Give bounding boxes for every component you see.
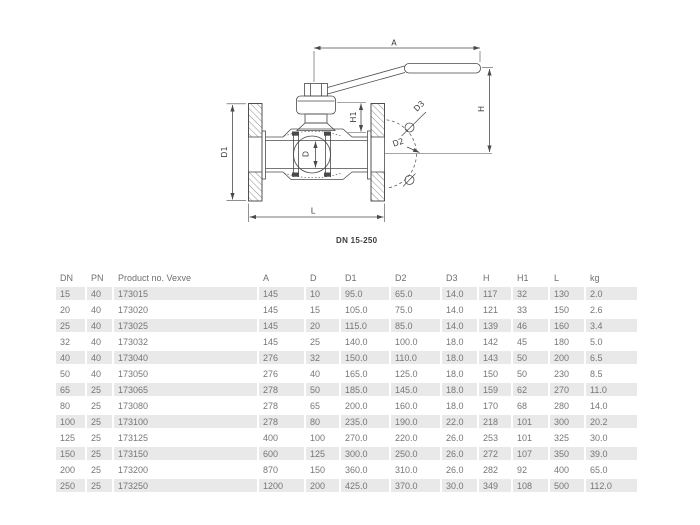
table-cell: 25 bbox=[87, 383, 112, 396]
table-cell: 20 bbox=[306, 319, 339, 332]
table-cell: 350 bbox=[550, 447, 584, 460]
table-cell: 180 bbox=[554, 336, 570, 347]
table-cell: 3.4 bbox=[586, 319, 637, 332]
table-cell: 300 bbox=[550, 415, 584, 428]
table-cell: 32 bbox=[306, 351, 339, 364]
table-cell: 173250 bbox=[114, 479, 257, 492]
bolt-hole-top bbox=[405, 123, 414, 132]
drawing-caption: DN 15-250 bbox=[336, 236, 378, 245]
table-row bbox=[56, 431, 637, 444]
table-cell: 145 bbox=[259, 287, 304, 300]
table-cell: 15 bbox=[310, 304, 321, 315]
table-cell: 2.0 bbox=[586, 287, 637, 300]
table-cell: 26.0 bbox=[446, 464, 464, 475]
table-cell: 400 bbox=[263, 432, 279, 443]
table-cell: 40 bbox=[87, 287, 112, 300]
table-cell: 2.6 bbox=[590, 304, 603, 315]
table-cell: 220.0 bbox=[395, 432, 418, 443]
table-cell: 39.0 bbox=[586, 447, 637, 460]
table-cell: 200 bbox=[306, 479, 339, 492]
table-cell: 40 bbox=[310, 368, 321, 379]
table-cell: 600 bbox=[259, 447, 304, 460]
left-flange bbox=[249, 104, 266, 202]
table-cell: 870 bbox=[263, 464, 279, 475]
table-cell: 173020 bbox=[118, 304, 149, 315]
table-cell: 173200 bbox=[118, 464, 149, 475]
table-cell: 173125 bbox=[118, 432, 149, 443]
table-cell: 425.0 bbox=[341, 479, 389, 492]
table-cell: 150 bbox=[310, 464, 326, 475]
table-cell: 117 bbox=[479, 287, 511, 300]
table-cell: 370.0 bbox=[391, 479, 440, 492]
table-cell: 173065 bbox=[114, 383, 257, 396]
table-cell: 22.0 bbox=[442, 415, 477, 428]
dimension-a bbox=[314, 48, 480, 82]
table-row bbox=[56, 287, 637, 300]
table-row bbox=[56, 447, 637, 460]
table-cell: 5.0 bbox=[590, 336, 603, 347]
table-cell: 360.0 bbox=[345, 464, 368, 475]
table-cell: 159 bbox=[479, 383, 511, 396]
valve-body-group bbox=[227, 48, 494, 222]
table-cell: 65 bbox=[56, 383, 85, 396]
table-cell: 108 bbox=[513, 479, 548, 492]
table-cell: 75.0 bbox=[395, 304, 413, 315]
table-cell: 10 bbox=[306, 287, 339, 300]
table-cell: 95.0 bbox=[341, 287, 389, 300]
table-cell: 310.0 bbox=[395, 464, 418, 475]
table-cell: 105.0 bbox=[345, 304, 368, 315]
handle-grip bbox=[405, 64, 481, 74]
column-header: D2 bbox=[395, 272, 407, 283]
table-cell: 50 bbox=[513, 351, 548, 364]
table-cell: 235.0 bbox=[341, 415, 389, 428]
table-cell: 20 bbox=[60, 304, 71, 315]
table-cell: 30.0 bbox=[442, 479, 477, 492]
table-cell: 11.0 bbox=[586, 383, 637, 396]
table-cell: 100.0 bbox=[395, 336, 418, 347]
table-cell: 145.0 bbox=[391, 383, 440, 396]
table-cell: 68 bbox=[517, 400, 528, 411]
table-cell: 26.0 bbox=[442, 447, 477, 460]
column-header: D3 bbox=[446, 272, 458, 283]
table-cell: 125 bbox=[306, 447, 339, 460]
table-cell: 280 bbox=[554, 400, 570, 411]
table-cell: 282 bbox=[483, 464, 499, 475]
table-cell: 325 bbox=[554, 432, 570, 443]
table-cell: 100 bbox=[310, 432, 326, 443]
dimension-l bbox=[249, 204, 385, 223]
ball bbox=[294, 136, 331, 173]
table-cell: 100 bbox=[56, 415, 85, 428]
table-cell: 150 bbox=[554, 304, 570, 315]
table-row bbox=[56, 319, 637, 332]
table-cell: 270 bbox=[550, 383, 584, 396]
stem-assembly bbox=[297, 84, 336, 131]
table-cell: 185.0 bbox=[341, 383, 389, 396]
table-cell: 40 bbox=[91, 304, 102, 315]
table-cell: 112.0 bbox=[586, 479, 637, 492]
table-cell: 250 bbox=[56, 479, 85, 492]
table-row bbox=[56, 463, 637, 476]
table-cell: 139 bbox=[479, 319, 511, 332]
table-cell: 190.0 bbox=[391, 415, 440, 428]
dimension-d2-d3-leaders bbox=[402, 112, 427, 153]
table-cell: 85.0 bbox=[391, 319, 440, 332]
table-cell: 400 bbox=[554, 464, 570, 475]
table-cell: 33 bbox=[517, 304, 528, 315]
table-cell: 50 bbox=[60, 368, 71, 379]
table-cell: 150 bbox=[56, 447, 85, 460]
column-header: L bbox=[554, 272, 560, 283]
table-cell: 20.2 bbox=[586, 415, 637, 428]
table-cell: 125.0 bbox=[395, 368, 418, 379]
table-cell: 272 bbox=[479, 447, 511, 460]
table-cell: 300.0 bbox=[341, 447, 389, 460]
table-cell: 18.0 bbox=[446, 400, 464, 411]
table-cell: 218 bbox=[479, 415, 511, 428]
valve-drawing bbox=[0, 0, 700, 262]
table-cell: 15 bbox=[56, 287, 85, 300]
column-header: H bbox=[483, 272, 490, 283]
table-cell: 25 bbox=[87, 447, 112, 460]
table-cell: 160 bbox=[550, 319, 584, 332]
table-row bbox=[56, 479, 637, 492]
table-cell: 145 bbox=[263, 336, 279, 347]
table-cell: 25 bbox=[91, 464, 102, 475]
table-cell: 173150 bbox=[114, 447, 257, 460]
table-header-row bbox=[56, 271, 637, 284]
table-cell: 173040 bbox=[114, 351, 257, 364]
table-cell: 173015 bbox=[114, 287, 257, 300]
table-cell: 6.5 bbox=[586, 351, 637, 364]
table-cell: 32 bbox=[60, 336, 71, 347]
table-cell: 230 bbox=[554, 368, 570, 379]
table-cell: 40 bbox=[91, 368, 102, 379]
table-cell: 40 bbox=[91, 336, 102, 347]
column-header: A bbox=[263, 272, 270, 283]
table-cell: 145 bbox=[263, 304, 279, 315]
table-cell: 125 bbox=[60, 432, 76, 443]
table-cell: 270.0 bbox=[345, 432, 368, 443]
dim-label-h: H bbox=[477, 105, 486, 113]
table-cell: 278 bbox=[259, 415, 304, 428]
column-header: kg bbox=[590, 272, 600, 283]
table-cell: 110.0 bbox=[391, 351, 440, 364]
table-cell: 140.0 bbox=[345, 336, 368, 347]
table-cell: 80 bbox=[60, 400, 71, 411]
table-cell: 26.0 bbox=[446, 432, 464, 443]
table-cell: 150.0 bbox=[341, 351, 389, 364]
table-cell: 25 bbox=[56, 319, 85, 332]
table-row bbox=[56, 415, 637, 428]
right-flange bbox=[368, 104, 385, 202]
table-cell: 173050 bbox=[118, 368, 149, 379]
table-row bbox=[56, 367, 637, 380]
table-cell: 25 bbox=[310, 336, 321, 347]
table-cell: 200 bbox=[60, 464, 76, 475]
table-cell: 32 bbox=[513, 287, 548, 300]
table-cell: 121 bbox=[483, 304, 499, 315]
table-cell: 65.0 bbox=[590, 464, 608, 475]
table-cell: 1200 bbox=[259, 479, 304, 492]
table-row bbox=[56, 399, 637, 412]
table-cell: 25 bbox=[91, 400, 102, 411]
table-cell: 92 bbox=[517, 464, 528, 475]
table-cell: 80 bbox=[306, 415, 339, 428]
table-cell: 253 bbox=[483, 432, 499, 443]
column-header: Product no. Vexve bbox=[118, 272, 192, 283]
table-cell: 173100 bbox=[114, 415, 257, 428]
column-header: D bbox=[310, 272, 317, 283]
table-cell: 14.0 bbox=[442, 319, 477, 332]
table-cell: 18.0 bbox=[446, 336, 464, 347]
table-cell: 14.0 bbox=[446, 304, 464, 315]
table-cell: 14.0 bbox=[590, 400, 608, 411]
table-cell: 107 bbox=[513, 447, 548, 460]
table-cell: 278 bbox=[259, 383, 304, 396]
table-cell: 145 bbox=[259, 319, 304, 332]
table-cell: 115.0 bbox=[341, 319, 389, 332]
table-cell: 18.0 bbox=[442, 351, 477, 364]
table-cell: 173025 bbox=[114, 319, 257, 332]
table-cell: 46 bbox=[513, 319, 548, 332]
table-cell: 45 bbox=[517, 336, 528, 347]
dim-label-h1: H1 bbox=[349, 111, 358, 123]
bolt-circle-view bbox=[387, 120, 417, 188]
table-cell: 200 bbox=[550, 351, 584, 364]
body-tube bbox=[266, 137, 368, 172]
handle bbox=[328, 64, 481, 95]
table-cell: 278 bbox=[263, 400, 279, 411]
table-row bbox=[56, 383, 637, 396]
dim-label-d3: D3 bbox=[412, 99, 427, 114]
table-cell: 25 bbox=[87, 479, 112, 492]
table-cell: 165.0 bbox=[345, 368, 368, 379]
table-cell: 276 bbox=[263, 368, 279, 379]
table-cell: 101 bbox=[517, 432, 533, 443]
table-cell: 30.0 bbox=[590, 432, 608, 443]
table-cell: 25 bbox=[91, 432, 102, 443]
table-cell: 50 bbox=[306, 383, 339, 396]
column-header: D1 bbox=[345, 272, 357, 283]
dimension-table-wrap bbox=[54, 268, 639, 495]
table-cell: 18.0 bbox=[446, 368, 464, 379]
table-cell: 130 bbox=[550, 287, 584, 300]
table-row bbox=[56, 335, 637, 348]
table-cell: 50 bbox=[517, 368, 528, 379]
column-header: H1 bbox=[517, 272, 529, 283]
table-cell: 40 bbox=[87, 319, 112, 332]
table-cell: 200.0 bbox=[345, 400, 368, 411]
dim-label-a: A bbox=[391, 38, 397, 48]
dimension-d1 bbox=[227, 104, 247, 201]
table-cell: 349 bbox=[479, 479, 511, 492]
table-cell: 150 bbox=[483, 368, 499, 379]
dimension-table bbox=[54, 268, 639, 495]
column-header: PN bbox=[91, 272, 104, 283]
table-cell: 160.0 bbox=[395, 400, 418, 411]
table-cell: 18.0 bbox=[442, 383, 477, 396]
table-cell: 25 bbox=[87, 415, 112, 428]
table-cell: 14.0 bbox=[442, 287, 477, 300]
table-cell: 276 bbox=[259, 351, 304, 364]
table-cell: 8.5 bbox=[590, 368, 603, 379]
dim-label-d: D bbox=[301, 150, 311, 158]
table-cell: 173032 bbox=[118, 336, 149, 347]
table-cell: 143 bbox=[479, 351, 511, 364]
table-cell: 65 bbox=[310, 400, 321, 411]
table-cell: 173080 bbox=[118, 400, 149, 411]
table-cell: 65.0 bbox=[391, 287, 440, 300]
valve-center-body bbox=[283, 129, 352, 180]
table-cell: 250.0 bbox=[391, 447, 440, 460]
table-cell: 62 bbox=[513, 383, 548, 396]
table-cell: 101 bbox=[513, 415, 548, 428]
table-row bbox=[56, 303, 637, 316]
dim-label-l: L bbox=[310, 206, 316, 216]
column-header: DN bbox=[60, 272, 73, 283]
table-cell: 40 bbox=[56, 351, 85, 364]
dim-label-d1: D1 bbox=[220, 146, 229, 158]
table-cell: 500 bbox=[550, 479, 584, 492]
table-row bbox=[56, 351, 637, 364]
table-cell: 142 bbox=[483, 336, 499, 347]
dim-label-d2: D2 bbox=[391, 136, 405, 149]
table-cell: 170 bbox=[483, 400, 499, 411]
table-cell: 40 bbox=[87, 351, 112, 364]
